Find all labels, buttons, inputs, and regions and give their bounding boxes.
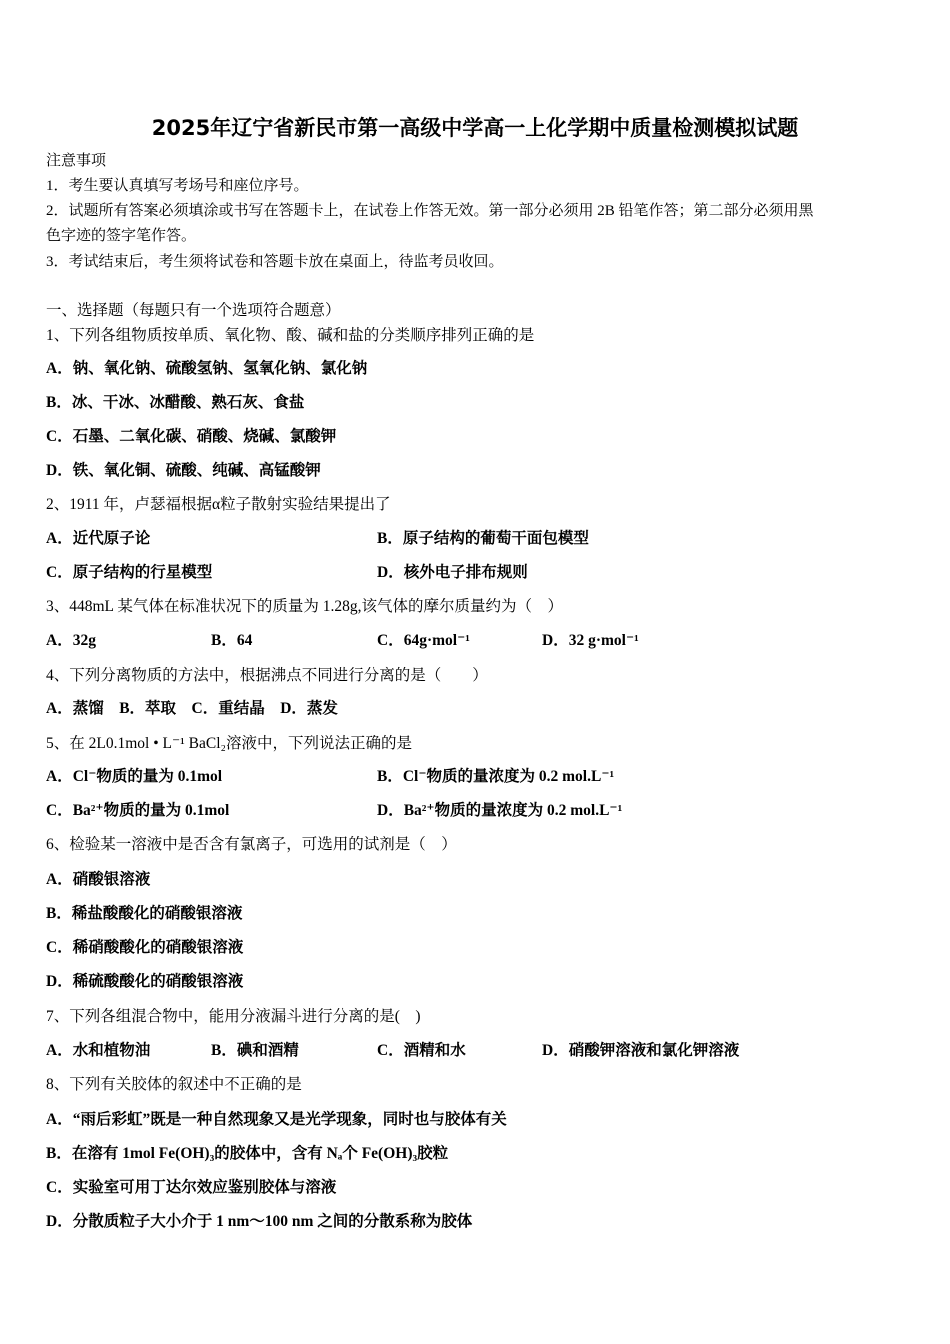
option: B．原子结构的葡萄干面包模型 <box>377 530 589 547</box>
option: D．32 g·mol⁻¹ <box>542 632 639 649</box>
page-title: 2025年辽宁省新民市第一高级中学高一上化学期中质量检测模拟试题 <box>151 116 799 140</box>
option: D．硝酸钾溶液和氯化钾溶液 <box>542 1042 740 1059</box>
notice-item: 1．考生要认真填写考场号和座位序号。 <box>46 178 309 194</box>
option: A．钠、氧化钠、硫酸氢钠、氢氧化钠、氯化钠 <box>46 360 368 377</box>
option: D．稀硫酸酸化的硝酸银溶液 <box>46 973 244 990</box>
question-stem: 6、检验某一溶液中是否含有氯离子，可选用的试剂是（ ） <box>46 836 457 853</box>
option: C．稀硝酸酸化的硝酸银溶液 <box>46 939 244 956</box>
option: C．石墨、二氧化碳、硝酸、烧碱、氯酸钾 <box>46 428 337 445</box>
question-stem: 3、448mL 某气体在标准状况下的质量为 1.28g,该气体的摩尔质量约为（ ） <box>46 598 563 615</box>
option: A．“雨后彩虹”既是一种自然现象又是光学现象，同时也与胶体有关 <box>46 1111 507 1128</box>
option: A．Cl⁻物质的量为 0.1mol <box>46 768 223 785</box>
option: D．核外电子排布规则 <box>377 564 528 581</box>
section-heading: 一、选择题（每题只有一个选项符合题意） <box>46 302 341 319</box>
option: B．在溶有 1mol Fe(OH)₃的胶体中，含有 Nₐ个 Fe(OH)₃胶粒 <box>46 1145 449 1162</box>
question-stem: 1、下列各组物质按单质、氧化物、酸、碱和盐的分类顺序排列正确的是 <box>46 327 535 344</box>
question-stem: 7、下列各组混合物中，能用分液漏斗进行分离的是( ) <box>46 1008 421 1025</box>
question-stem: 4、下列分离物质的方法中，根据沸点不同进行分离的是（ ） <box>46 667 488 684</box>
notice-item: 2．试题所有答案必须填涂或书写在答题卡上，在试卷上作答无效。第一部分必须用 2B 铅笔作答；第二部分必须用黑 <box>46 203 814 219</box>
option: A．蒸馏 B．萃取 C．重结晶 D．蒸发 <box>46 700 338 717</box>
option: B．稀盐酸酸化的硝酸银溶液 <box>46 905 243 922</box>
option: D．Ba²⁺物质的量浓度为 0.2 mol.L⁻¹ <box>377 802 623 819</box>
option: B．Cl⁻物质的量浓度为 0.2 mol.L⁻¹ <box>377 768 615 785</box>
option: C．实验室可用丁达尔效应鉴别胶体与溶液 <box>46 1179 337 1196</box>
question-stem: 2、1911 年，卢瑟福根据α粒子散射实验结果提出了 <box>46 496 391 513</box>
option: A．近代原子论 <box>46 530 151 547</box>
option: B．64 <box>211 632 253 649</box>
option: B．碘和酒精 <box>211 1042 299 1059</box>
notice-item: 色字迹的签字笔作答。 <box>46 228 197 244</box>
option: A．32g <box>46 632 96 649</box>
option: C．Ba²⁺物质的量为 0.1mol <box>46 802 230 819</box>
option: C．酒精和水 <box>377 1042 466 1059</box>
question-stem: 8、下列有关胶体的叙述中不正确的是 <box>46 1076 302 1093</box>
option: A．硝酸银溶液 <box>46 871 151 888</box>
option: D．铁、氧化铜、硫酸、纯碱、高锰酸钾 <box>46 462 321 479</box>
option: B．冰、干冰、冰醋酸、熟石灰、食盐 <box>46 394 305 411</box>
option: C．原子结构的行星模型 <box>46 564 213 581</box>
notice-heading: 注意事项 <box>46 153 107 169</box>
question-stem: 5、在 2L0.1mol • L⁻¹ BaCl₂溶液中，下列说法正确的是 <box>46 735 412 752</box>
option: C．64g·mol⁻¹ <box>377 632 470 649</box>
notice-item: 3．考试结束后，考生须将试卷和答题卡放在桌面上，待监考员收回。 <box>46 254 504 270</box>
option: A．水和植物油 <box>46 1042 151 1059</box>
option: D．分散质粒子大小介于 1 nm～100 nm 之间的分散系称为胶体 <box>46 1213 473 1230</box>
